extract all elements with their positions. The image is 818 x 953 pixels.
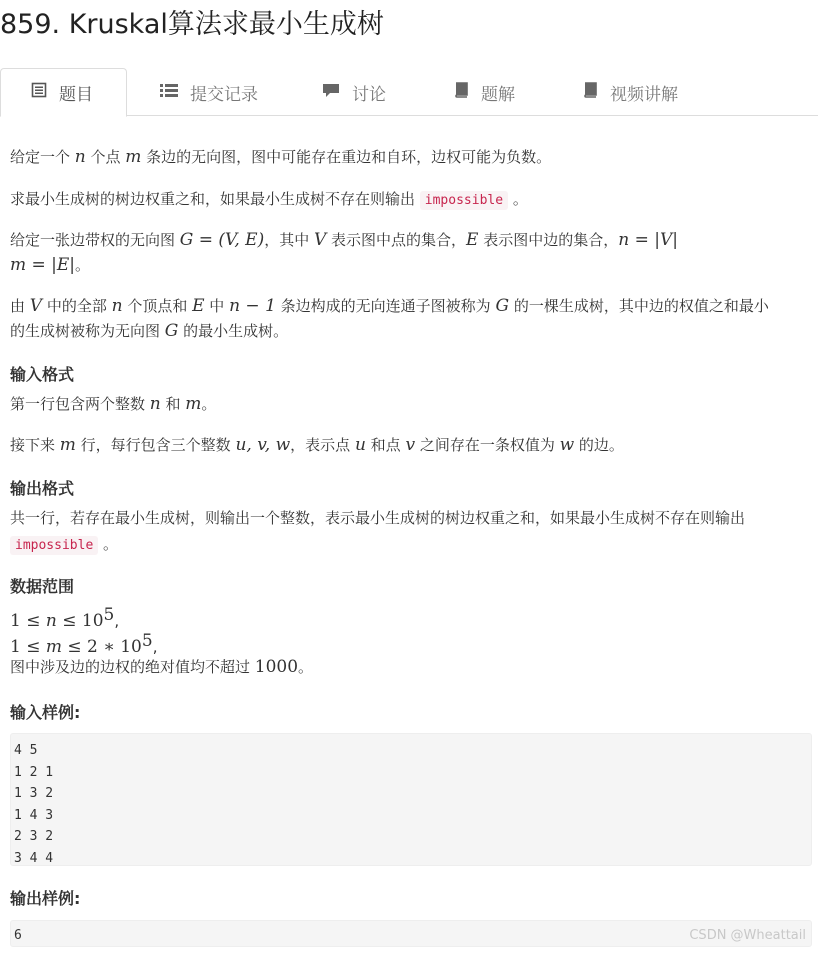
output-format-heading: 输出格式 xyxy=(10,479,75,498)
desc-paragraph-4: 由 V 中的全部 n 个顶点和 E 中 n − 1 条边构成的无向连通子图被称为 G 的一棵生成树，其中边的权值之和最小 xyxy=(10,296,769,316)
desc-paragraph-1: 给定一个 n 个点 m 条边的无向图，图中可能存在重边和自环，边权可能为负数。 xyxy=(10,147,552,167)
tab-solutions[interactable] xyxy=(453,68,515,116)
tab-label: 提交记录 xyxy=(190,84,258,105)
range-line-2: 1 ≤ m ≤ 2 ∗ $10^5$, xyxy=(10,631,158,657)
desc-paragraph-3: 给定一张边带权的无向图 G = (V, E)，其中 V 表示图中点的集合，E 表示图中边的集合，n = |V| xyxy=(10,230,678,250)
input-format-line-2: 接下来 m 行，每行包含三个整数 u, v, w，表示点 u 和点 v 之间存在一条权值为 w 的边。 xyxy=(10,435,624,455)
watermark: CSDN @Wheattail xyxy=(689,928,806,943)
page-title: 859. Kruskal算法求最小生成树 xyxy=(0,9,384,40)
chat-icon xyxy=(322,82,340,103)
sample-output-code: 6 xyxy=(10,920,812,947)
desc-paragraph-3-cont: m = |E|。 xyxy=(10,255,91,275)
tab-submissions[interactable] xyxy=(160,68,258,116)
book-icon xyxy=(582,82,598,103)
tab-label: 视频讲解 xyxy=(610,84,678,105)
tab-label: 讨论 xyxy=(352,84,386,105)
document-icon xyxy=(31,82,47,103)
tab-video[interactable] xyxy=(582,68,678,116)
data-range-heading: 数据范围 xyxy=(10,577,75,596)
range-line-3: 图中涉及边的边权的绝对值均不超过 1000。 xyxy=(10,657,314,677)
input-format-line-1: 第一行包含两个整数 n 和 m。 xyxy=(10,394,217,414)
sample-input-heading: 输入样例: xyxy=(10,703,81,722)
desc-paragraph-2: 求最小生成树的树边权重之和，如果最小生成树不存在则输出 impossible 。 xyxy=(10,190,528,208)
tab-discussion[interactable] xyxy=(322,68,386,116)
inline-code: impossible xyxy=(420,191,508,210)
input-format-heading: 输入格式 xyxy=(10,365,75,384)
inline-code: impossible xyxy=(10,536,98,555)
tab-problem[interactable] xyxy=(0,68,127,117)
list-icon xyxy=(160,82,178,103)
output-format-line-2: impossible 。 xyxy=(10,531,810,559)
desc-paragraph-4-cont: 的生成树被称为无向图 G 的最小生成树。 xyxy=(10,321,289,341)
book-icon xyxy=(453,82,469,103)
tab-label: 题解 xyxy=(481,84,515,105)
sample-output-heading: 输出样例: xyxy=(10,889,81,908)
tab-label: 题目 xyxy=(59,85,93,105)
range-line-1: $1 \le n \le 10^5$, xyxy=(10,605,120,631)
sample-input-code: 4 5 1 2 1 1 3 2 1 4 3 2 3 2 3 4 4 xyxy=(10,733,812,866)
output-format-line-1: 共一行，若存在最小生成树，则输出一个整数，表示最小生成树的树边权重之和，如果最小生成树不存在则输出 xyxy=(10,509,746,527)
tab-bar xyxy=(0,68,818,116)
